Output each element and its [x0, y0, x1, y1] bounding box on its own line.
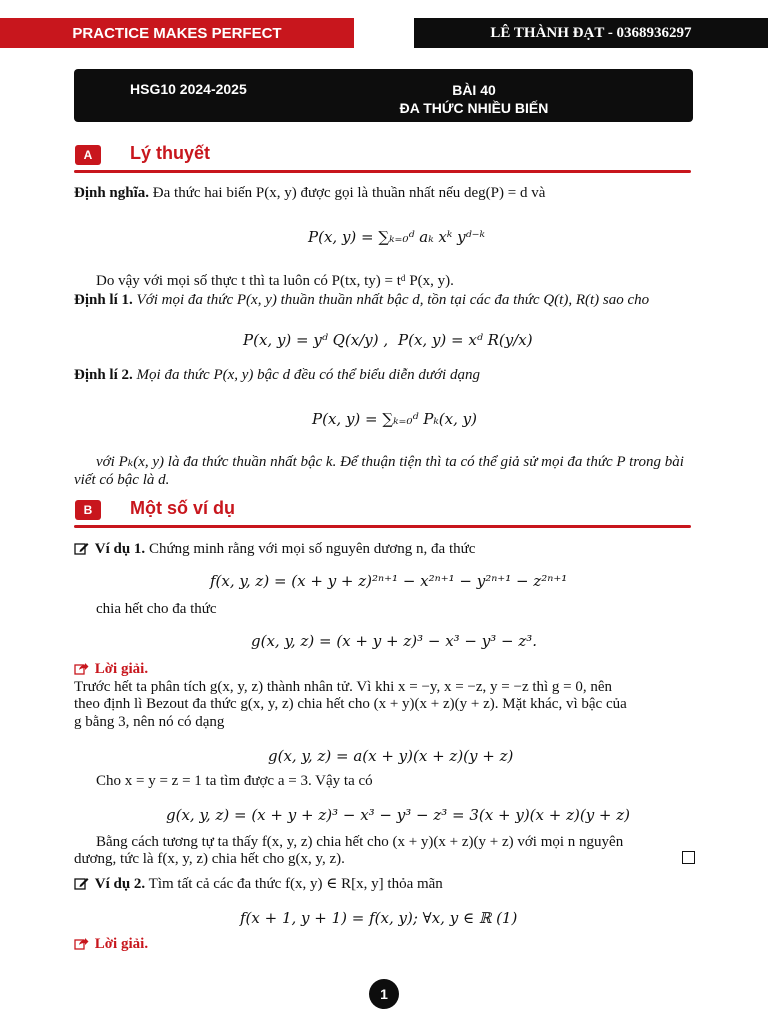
lesson-title: ĐA THỨC NHIỀU BIẾN: [399, 100, 549, 116]
example2-label: Ví dụ 2.: [94, 876, 146, 892]
example2-solution-heading: [74, 935, 148, 953]
theorem1-formula-q: P(x, y) = yᵈ Q(x/y) ,: [243, 331, 389, 349]
theorem2-text: Mọi đa thức P(x, y) bậc d đều có thể biểu diễn dưới dạng: [136, 367, 480, 383]
definition-text: Đa thức hai biến P(x, y) được gọi là thuần nhất nếu deg(P) = d và: [152, 185, 546, 201]
example1-formula-g: g(x, y, z) = (x + y + z)³ − x³ − y³ − z³.: [251, 632, 538, 650]
example1-formula-result: g(x, y, z) = (x + y + z)³ − x³ − y³ − z³ = 3(x + y)(x + z)(y + z): [166, 806, 631, 824]
example1-solution-line6: dương, tức là f(x, y, z) chia hết cho g(x, y, z).: [74, 851, 345, 867]
example1-text: Chứng minh rằng với mọi số nguyên dương n, đa thức: [148, 541, 476, 557]
top-bar-slogan: PRACTICE MAKES PERFECT: [0, 18, 354, 48]
definition-paragraph: [74, 184, 694, 202]
example2-paragraph: [74, 875, 694, 893]
definition-remark: Do vậy với mọi số thực t thì ta luôn có P(tx, ty) = tᵈ P(x, y).: [96, 273, 454, 289]
theorem2-label: Định lí 2.: [74, 367, 133, 383]
example1-solution-heading: [74, 660, 148, 678]
top-bar-author: LÊ THÀNH ĐẠT - 0368936297: [414, 18, 768, 48]
example2-text: Tìm tất cả các đa thức f(x, y) ∈ R[x, y] thỏa mãn: [148, 876, 443, 892]
qed-square-icon: [682, 851, 695, 864]
theorem2-paragraph: [74, 366, 694, 384]
example1-solution-line5: Bằng cách tương tự ta thấy f(x, y, z) chia hết cho (x + y)(x + z)(y + z) với mọi n nguyên: [96, 834, 624, 850]
example2-formula: f(x + 1, y + 1) = f(x, y); ∀x, y ∈ ℝ (1): [240, 909, 518, 927]
section-a-badge: A: [75, 145, 101, 165]
lesson-number: BÀI 40: [452, 82, 496, 98]
section-b-badge: B: [75, 500, 101, 520]
example1-formula-form: g(x, y, z) = a(x + y)(x + z)(y + z): [268, 747, 514, 765]
example1-solution-line4: Cho x = y = z = 1 ta tìm được a = 3. Vậy ta có: [96, 773, 373, 789]
page-number: 1: [369, 979, 399, 1009]
definition-label: Định nghĩa.: [74, 185, 150, 201]
share-arrow-icon: [74, 662, 89, 675]
example1-text2: chia hết cho đa thức: [96, 601, 217, 617]
theorem1-label: Định lí 1.: [74, 292, 133, 308]
definition-formula: P(x, y) = ∑ₖ₌₀ᵈ aₖ xᵏ yᵈ⁻ᵏ: [308, 228, 485, 246]
share-arrow-icon: [74, 937, 89, 950]
section-b-title: Một số ví dụ: [130, 498, 235, 518]
example1-label: Ví dụ 1.: [94, 541, 146, 557]
section-a-title: Lý thuyết: [130, 143, 211, 163]
example2-solution-label: Lời giải.: [94, 936, 149, 952]
example1-solution-line1: Trước hết ta phân tích g(x, y, z) thành nhân tử. Vì khi x = −y, x = −z, y = −z thì g = 0, nên: [74, 679, 613, 695]
theorem1-text: Với mọi đa thức P(x, y) thuần thuần nhất bậc d, tồn tại các đa thức Q(t), R(t) sao cho: [136, 292, 650, 308]
pencil-square-icon: [74, 877, 89, 890]
example1-paragraph: [74, 540, 694, 558]
example1-formula-f: f(x, y, z) = (x + y + z)²ⁿ⁺¹ − x²ⁿ⁺¹ − y²ⁿ⁺¹ − z²ⁿ⁺¹: [210, 572, 568, 590]
example1-solution-label: Lời giải.: [94, 661, 149, 677]
example1-solution-line2: theo định lì Bezout đa thức g(x, y, z) chia hết cho (x + y)(x + z)(y + z). Mặt khác, vì bậc của: [74, 696, 627, 712]
lesson-heading: [394, 81, 554, 117]
lesson-header: [74, 69, 693, 122]
example1-solution-line3: g bằng 3, nên nó có dạng: [74, 714, 225, 730]
section-b-divider: [74, 525, 691, 528]
theorem2-note-line2: viết có bậc là d.: [74, 472, 170, 488]
theorem2-note-line1: với Pₖ(x, y) là đa thức thuần nhất bậc k. Để thuận tiện thì ta có thể giả sử mọi đa thức P trong bài: [96, 454, 684, 470]
theorem1-paragraph: [74, 291, 694, 309]
pencil-square-icon: [74, 542, 89, 555]
theorem2-formula: P(x, y) = ∑ₖ₌₀ᵈ Pₖ(x, y): [312, 410, 477, 428]
section-a-divider: [74, 170, 691, 173]
theorem1-formula-r: P(x, y) = xᵈ R(y/x): [398, 331, 533, 349]
course-label: HSG10 2024-2025: [130, 81, 247, 97]
